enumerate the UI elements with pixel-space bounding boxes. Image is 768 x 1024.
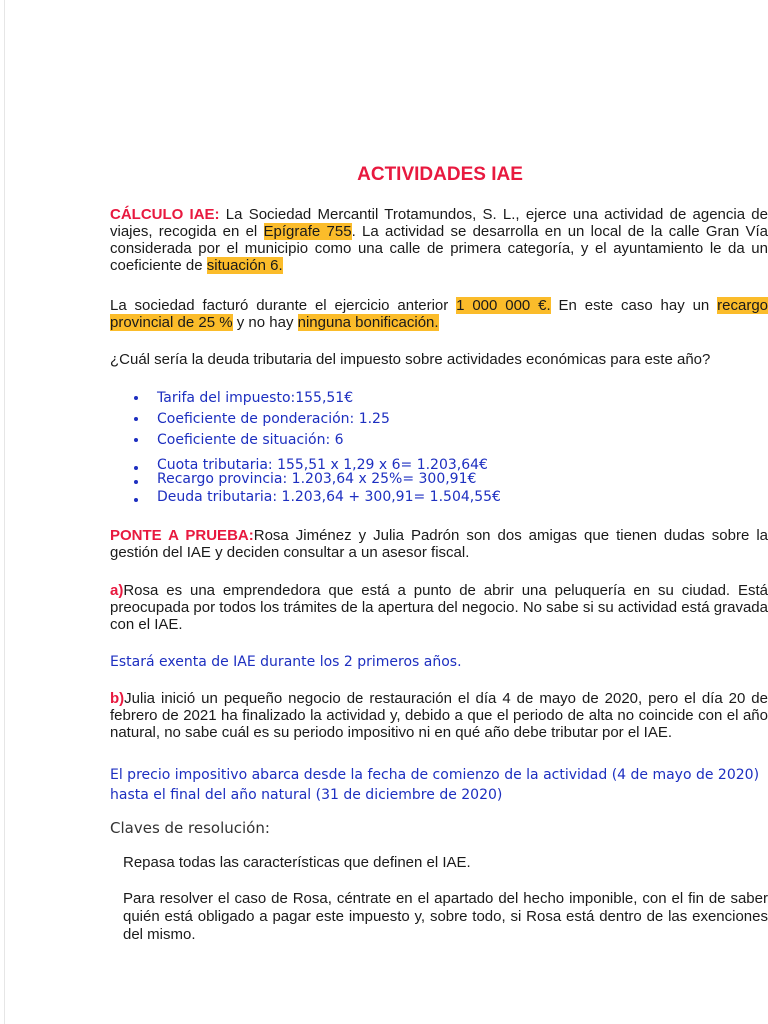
- facturo-text-3: y no hay: [232, 314, 298, 331]
- recargo-highlight: recargo provincial de 25 %: [110, 297, 768, 331]
- claves-heading: Claves de resolución:: [110, 819, 270, 837]
- calculo-text-2: . La actividad se desarrolla en un local de la calle Gran Vía considerada por el municipio como una calle de primera categoría, y el ayuntamiento le da un coeficiente de: [110, 223, 768, 274]
- list-item: Coeficiente de ponderación: 1.25: [130, 409, 390, 430]
- case-a-answer: Estará exenta de IAE durante los 2 primeros años.: [110, 654, 462, 670]
- list-item: Recargo provincia: 1.203,64 x 25%= 300,91€: [130, 472, 501, 486]
- situacion-highlight: situación 6.: [206, 257, 283, 274]
- case-b-label: b): [110, 690, 125, 707]
- facturo-text-2: En este caso hay un: [550, 297, 718, 314]
- ponte-text: Rosa Jiménez y Julia Padrón son dos amigas que tienen dudas sobre la gestión del IAE y deciden consultar a un asesor fiscal.: [110, 527, 768, 561]
- case-a-label: a): [110, 582, 124, 599]
- claves-p2: Para resolver el caso de Rosa, céntrate en el apartado del hecho imponible, con el fin de saber quién está obligado a pagar este impuesto y, sobre todo, si Rosa está dentro de las exenciones del mismo.: [123, 890, 768, 943]
- case-a-text: Rosa es una emprendedora que está a punto de abrir una peluquería en su ciudad. Está preocupada por todos los trámites de la apertura del negocio. No sabe si su actividad está gravada con el IAE.: [110, 582, 768, 633]
- ponte-paragraph: [110, 527, 768, 561]
- case-b-answer: El precio impositivo abarca desde la fecha de comienzo de la actividad (4 de mayo de 2020) hasta el final del año natural (31 de diciembre de 2020): [110, 767, 760, 803]
- list-item: Cuota tributaria: 155,51 x 1,29 x 6= 1.203,64€: [130, 458, 501, 472]
- list-item: Tarifa del impuesto:155,51€: [130, 388, 390, 409]
- document-title: ACTIVIDADES IAE: [357, 164, 523, 185]
- facturacion-paragraph: [110, 297, 768, 331]
- question-text: ¿Cuál sería la deuda tributaria del impuesto sobre actividades económicas para este año?: [110, 351, 711, 368]
- list-item: Coeficiente de situación: 6: [130, 430, 390, 451]
- calculo-paragraph: [110, 206, 768, 274]
- case-b-paragraph: [110, 690, 768, 741]
- case-a-paragraph: [110, 582, 768, 633]
- facturo-text-1: La sociedad facturó durante el ejercicio anterior: [110, 297, 457, 314]
- datos-list: [130, 388, 390, 451]
- importe-highlight: 1 000 000 €.: [456, 297, 551, 314]
- calculo-list: [130, 458, 501, 504]
- list-item: Deuda tributaria: 1.203,64 + 300,91= 1.504,55€: [130, 490, 501, 504]
- calculo-text-1: La Sociedad Mercantil Trotamundos, S. L., ejerce una actividad de agencia de viajes, recogida en el: [110, 206, 768, 240]
- claves-p1: Repasa todas las características que definen el IAE.: [123, 854, 471, 871]
- calculo-label: CÁLCULO IAE:: [110, 206, 220, 223]
- epigrafe-highlight: Epígrafe 755: [263, 223, 352, 240]
- ponte-label: PONTE A PRUEBA:: [110, 527, 254, 544]
- case-b-text: Julia inició un pequeño negocio de restauración el día 4 de mayo de 2020, pero el día 20 de febrero de 2021 ha finalizado la actividad y, debido a que el periodo de alta no coincide con el año natural, no sabe cuál es su periodo impositivo ni en qué año debe tributar por el IAE.: [110, 690, 768, 741]
- bonificacion-highlight: ninguna bonificación.: [297, 314, 439, 331]
